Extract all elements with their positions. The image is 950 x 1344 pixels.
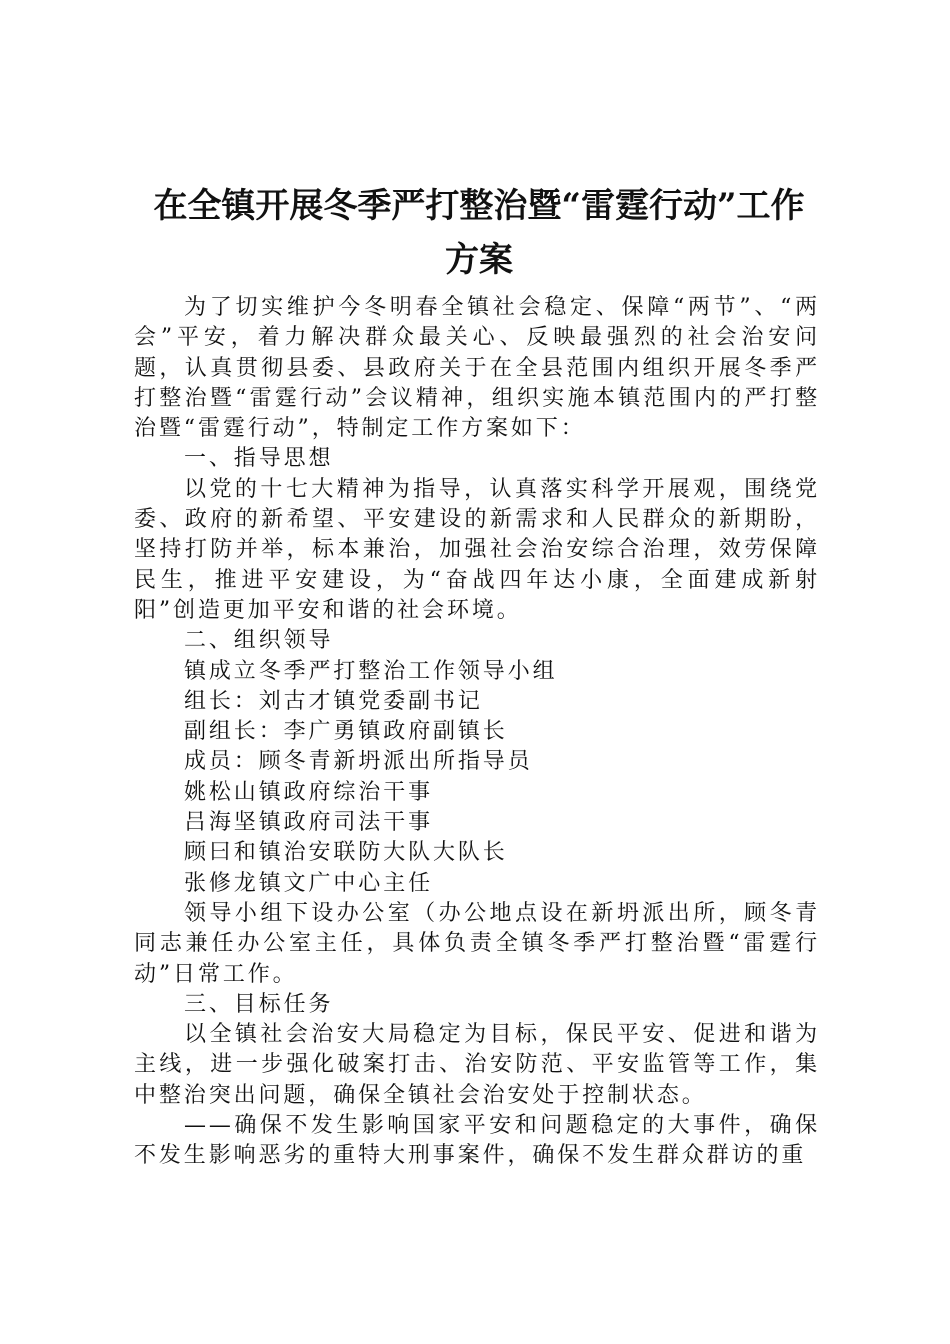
member-line: 姚松山镇政府综治干事 [184,779,434,805]
section-heading-organization: 二、组织领导 [184,628,334,654]
paragraph-guiding-ideology: 以党的十七大精神为指导，认真落实科学开展观，围绕党委、政府的新希望、平安建设的新需求和人民群众的新期盼，坚持打防并举，标本兼治，加强社会治安综合治理，效劳保障民生，推进平安建设，为“奋战四年达小康，全面建成新射阳”创造更加平安和谐的社会环境。 [134,476,820,623]
member-line: 张修龙镇文广中心主任 [184,870,434,896]
paragraph-leading-group: 镇成立冬季严打整治工作领导小组 [184,658,558,684]
paragraph-ensure: ——确保不发生影响国家平安和问题稳定的大事件，确保不发生影响恶劣的重特大刑事案件，确保不发生群众群访的重 [134,1113,820,1169]
member-line-members: 成员：顾冬青新坍派出所指导员 [184,749,533,775]
member-line: 吕海坚镇政府司法干事 [184,810,434,836]
paragraph-office: 领导小组下设办公室（办公地点设在新坍派出所，顾冬青同志兼任办公室主任，具体负责全镇冬季严打整治暨“雷霆行动”日常工作。 [134,900,820,987]
member-line-deputy-leader: 副组长：李广勇镇政府副镇长 [184,719,508,745]
document-title-line-2: 方案 [445,240,513,280]
section-heading-targets: 三、目标任务 [184,991,334,1017]
document-title-line-1: 在全镇开展冬季严打整治暨“雷霆行动”工作 [153,186,805,226]
member-line-leader: 组长：刘古才镇党委副书记 [184,688,483,714]
paragraph-targets: 以全镇社会治安大局稳定为目标，保民平安、促进和谐为主线，进一步强化破案打击、治安防范、平安监管等工作，集中整治突出问题，确保全镇社会治安处于控制状态。 [134,1022,820,1108]
paragraph-intro: 为了切实维护今冬明春全镇社会稳定、保障“两节”、“两会”平安，着力解决群众最关心、反映最强烈的社会治安问题，认真贯彻县委、县政府关于在全县范围内组织开展冬季严打整治暨“雷霆行动”会议精神，组织实施本镇范围内的严打整治暨“雷霆行动”，特制定工作方案如下： [134,295,820,442]
member-line: 顾曰和镇治安联防大队大队长 [184,840,508,866]
section-heading-guiding-ideology: 一、指导思想 [184,446,334,472]
document-body [134,293,820,1172]
